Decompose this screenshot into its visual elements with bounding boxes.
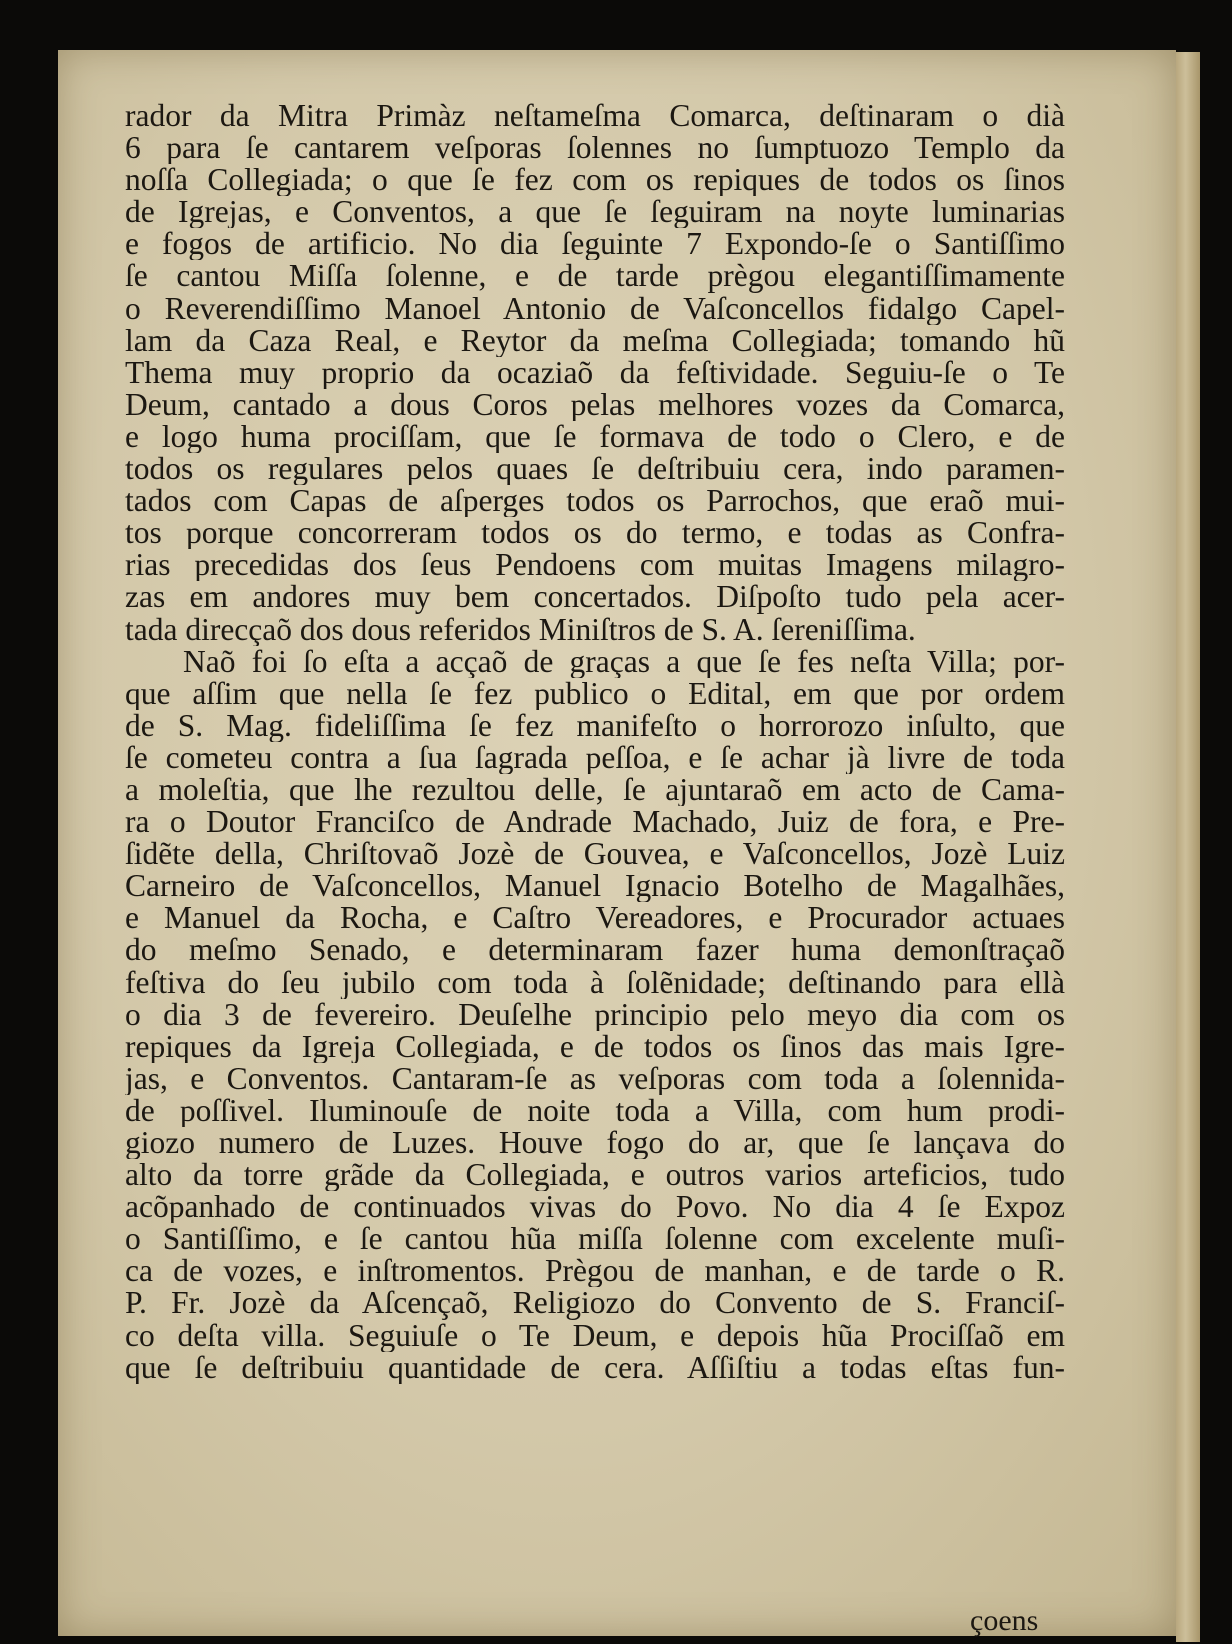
text-line: todos os regulares pelos quaes ſe deſtribuiu cera, indo paramen- — [125, 453, 1065, 486]
text-line: noſſa Collegiada; o que ſe fez com os repiques de todos os ſinos — [125, 164, 1065, 197]
body-text — [125, 100, 1065, 1384]
text-line: ra o Doutor Franciſco de Andrade Machado, Juiz de fora, e Pre- — [125, 806, 1065, 839]
text-line: de S. Mag. fideliſſima ſe fez manifeſto o horrorozo inſulto, que — [125, 709, 1065, 742]
catchword: çoens — [970, 1604, 1039, 1637]
text-line: do meſmo Senado, e determinaram fazer huma demonſtraçaõ — [125, 934, 1065, 967]
text-line: e fogos de artificio. No dia ſeguinte 7 Expondo-ſe o Santiſſimo — [125, 228, 1065, 261]
text-line: de poſſivel. Iluminouſe de noite toda a Villa, com hum prodi- — [125, 1094, 1065, 1127]
text-line: tados com Capas de aſperges todos os Parrochos, que eraõ mui- — [125, 485, 1065, 518]
text-line: P. Fr. Jozè da Aſcençaõ, Religiozo do Convento de S. Franciſ- — [125, 1287, 1065, 1320]
text-line: o dia 3 de fevereiro. Deuſelhe principio pelo meyo dia com os — [125, 998, 1065, 1031]
text-line: giozo numero de Luzes. Houve fogo do ar, que ſe lançava do — [125, 1127, 1065, 1160]
text-line: feſtiva do ſeu jubilo com toda à ſolẽnidade; deſtinando para ellà — [125, 966, 1065, 999]
text-line: que ſe deſtribuiu quantidade de cera. Aſſiſtiu a todas eſtas fun- — [125, 1351, 1065, 1384]
text-line: jas, e Conventos. Cantaram-ſe as veſporas com toda a ſolennida- — [125, 1062, 1065, 1095]
text-line: o Santiſſimo, e ſe cantou hũa miſſa ſolenne com excelente muſi- — [125, 1223, 1065, 1256]
text-line: co deſta villa. Seguiuſe o Te Deum, e depois hũa Prociſſaõ em — [125, 1319, 1065, 1352]
text-line: ſidẽte della, Chriſtovaõ Jozè de Gouvea, e Vaſconcellos, Jozè Luiz — [125, 838, 1065, 871]
paragraph-start-line: Naõ foi ſo eſta a acçaõ de graças a que ſe fes neſta Villa; por- — [183, 645, 1065, 678]
text-line: lam da Caza Real, e Reytor da meſma Collegiada; tomando hũ — [125, 324, 1065, 357]
text-line: Deum, cantado a dous Coros pelas melhores vozes da Comarca, — [125, 388, 1065, 421]
text-line: de Igrejas, e Conventos, a que ſe ſeguiram na noyte luminarias — [125, 196, 1065, 229]
text-line: tos porque concorreram todos os do termo, e todas as Confra- — [125, 517, 1065, 550]
text-line: ca de vozes, e inſtromentos. Prègou de manhan, e de tarde o R. — [125, 1255, 1065, 1288]
text-line: zas em andores muy bem concertados. Diſpoſto tudo pela acer- — [125, 581, 1065, 614]
text-line: tada direcçaõ dos dous referidos Miniſtros de S. A. ſereniſſima. — [125, 613, 916, 646]
text-line: a moleſtia, que lhe rezultou delle, ſe ajuntaraõ em acto de Cama- — [125, 773, 1065, 807]
text-line: ſe cantou Miſſa ſolenne, e de tarde prègou elegantiſſimamente — [125, 260, 1065, 293]
text-line: que aſſim que nella ſe fez publico o Edital, em que por ordem — [125, 677, 1065, 710]
text-line: Carneiro de Vaſconcellos, Manuel Ignacio Botelho de Magalhães, — [125, 870, 1065, 903]
text-line: rador da Mitra Primàz neſtameſma Comarca, deſtinaram o dià — [125, 100, 1065, 133]
text-line: acõpanhado de continuados vivas do Povo. No dia 4 ſe Expoz — [125, 1191, 1065, 1224]
text-line: e logo huma prociſſam, que ſe formava de todo o Clero, e de — [125, 420, 1065, 454]
text-line: o Reverendiſſimo Manoel Antonio de Vaſconcellos fidalgo Capel- — [125, 292, 1065, 325]
text-line: ſe cometeu contra a ſua ſagrada peſſoa, e ſe achar jà livre de toda — [125, 741, 1065, 774]
text-line: repiques da Igreja Collegiada, e de todos os ſinos das mais Igre- — [125, 1030, 1065, 1063]
text-line: rias precedidas dos ſeus Pendoens com muitas Imagens milagro- — [125, 549, 1065, 582]
text-line: e Manuel da Rocha, e Caſtro Vereadores, e Procurador actuaes — [125, 902, 1065, 935]
page-edge — [1176, 52, 1200, 1642]
text-line: alto da torre grãde da Collegiada, e outros varios arteficios, tudo — [125, 1159, 1065, 1192]
text-line: Thema muy proprio da ocaziaõ da feſtividade. Seguiu-ſe o Te — [125, 356, 1065, 389]
text-line: 6 para ſe cantarem veſporas ſolennes no ſumptuozo Templo da — [125, 132, 1065, 165]
